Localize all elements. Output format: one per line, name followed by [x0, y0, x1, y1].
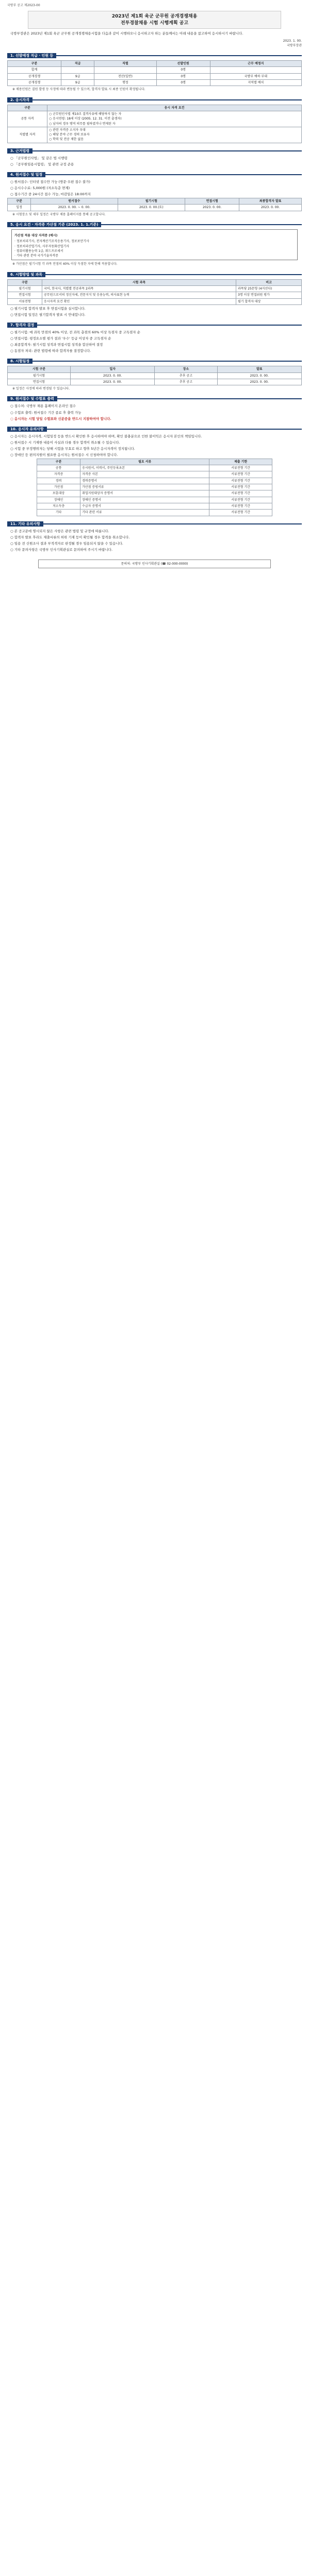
table-cell [210, 67, 301, 73]
table-header: 시험 과목 [42, 279, 236, 285]
notice-date: 2023. 1. 00. [283, 39, 302, 43]
section-8-note: ※ 일정은 사정에 따라 변경될 수 있습니다. [12, 387, 70, 391]
table-row [8, 298, 302, 304]
title-line-2: 전투경찰채용 시험 시행계획 공고 [120, 20, 189, 26]
table-cell: 경력증명서 [80, 478, 209, 484]
notice-page [0, 0, 309, 579]
table-cell: 2023. 0. 00. [70, 372, 154, 379]
box-title: 가산점 적용 대상 자격증 (예시) [14, 233, 58, 238]
paragraph: ○ 면접시험 일정은 필기합격자 발표 시 안내합니다. [10, 312, 86, 317]
section-7-title: 7. 합격자 결정 [7, 323, 37, 328]
paragraph: ○ 응시수수료: 5,000원 (저소득층 면제) [10, 185, 70, 190]
table-header: 선발인원 [156, 61, 210, 67]
table-cell: 서류전형 기간 [209, 478, 272, 484]
table-header: 장소 [155, 366, 217, 372]
table-row [37, 510, 272, 516]
section-3-title: 3. 근거법령 [7, 148, 32, 154]
section-5-title: 5. 응시 요건 · 자격증 가산점 기준 (2023. 1. 1.기준) [7, 222, 101, 227]
box-line: · 정보처리기사, 전자계산기조직응용기사, 정보보안기사 [14, 240, 89, 244]
table-cell: 공개경쟁 [8, 73, 61, 79]
section-11-title: 11. 기타 유의사항 [7, 521, 43, 527]
table-header: 응시 자격 요건 [47, 105, 302, 111]
table-header: 구분 [37, 459, 80, 465]
paragraph: ○ 최종합격자: 필기시험 성적과 면접시험 성적을 합산하여 결정 [10, 343, 103, 347]
table-cell: 2023. 0. 00. [239, 205, 302, 211]
section-4-title: 4. 원서접수 및 일정 [7, 172, 45, 177]
table-header: 직급 [61, 61, 94, 67]
notice-title [28, 11, 281, 29]
table-cell: 2023. 0. 00.(토) [118, 205, 185, 211]
table-cell: 지역별 배치 [210, 80, 301, 86]
table-cell: 저소득층 [37, 503, 80, 509]
intro-text: 국방부장관은 2023년 제1회 육군 군무원 공개경쟁채용시험을 다음과 같이 시행하오니 응시하고자 하는 분들께서는 아래 내용을 참고하여 응시하시기 바랍니다. [10, 31, 243, 36]
table-cell [94, 67, 156, 73]
table-cell: 보훈대상 [37, 490, 80, 497]
table-cell: 공개경쟁 [8, 80, 61, 86]
section-10-title: 10. 응시자 유의사항 [7, 427, 47, 432]
section-1-note: ※ 채용인원은 결원 발생 등 사정에 따라 변동될 수 있으며, 합격자 발표 시 최종 인원이 확정됩니다. [12, 88, 145, 92]
paragraph: ○ 필기시험: 매 과목 만점의 40% 이상, 전 과목 총점의 60% 이상 득점자 중 고득점자 순 [10, 330, 140, 334]
section-2-table [7, 105, 302, 143]
section-8-title: 8. 시험일정 [7, 359, 32, 364]
section-1-table [7, 60, 302, 86]
paragraph: ○ 임용 전 신원조사 결과 부적격자로 판정될 경우 임용되지 않을 수 있습니다. [10, 541, 123, 546]
paragraph: ○ 기타 문의사항은 국방부 인사기획관실로 문의하여 주시기 바랍니다. [10, 547, 113, 552]
table-header: 구분 [8, 198, 31, 205]
section-2-title: 2. 응시자격 [7, 97, 32, 103]
table-cell: 국방부 예하 부대 [210, 73, 301, 79]
table-row [8, 292, 302, 298]
table-row [8, 67, 302, 73]
table-cell: 2023. 0. 00. [70, 379, 154, 385]
table-cell: 일정 [8, 205, 31, 211]
section-8-table [7, 366, 302, 385]
table-cell: 응시원서, 이력서, 주민등록초본 [80, 465, 209, 471]
table-cell: 국어, 한국사, 직렬별 전공과목 2과목 [42, 285, 236, 292]
section-4-note: ※ 시험장소 및 세부 일정은 국방부 채용 홈페이지를 통해 공고합니다. [12, 212, 106, 216]
paragraph: ○ 필기시험 합격자 발표 후 면접시험을 실시합니다. [10, 306, 86, 311]
table-header: 발표 [217, 366, 301, 372]
paragraph: ○ 「군무원인사법」 및 같은 법 시행령 [10, 156, 68, 160]
contact-footer: 문의처: 국방부 인사기획관실 (☎ 02-000-0000) [38, 560, 271, 568]
table-cell: 9급 [61, 80, 94, 86]
table-header: 시험 구분 [8, 366, 71, 372]
table-cell: 서류전형 기간 [209, 497, 272, 503]
paragraph: ○ 합격자 발표 후라도 제출서류의 허위 기재 등이 확인될 경우 합격을 취소합니다. [10, 535, 130, 539]
table-cell: 전산(일반) [94, 73, 156, 79]
table-cell: 수급자 증명서 [80, 503, 209, 509]
table-header: 필요 서류 [80, 459, 209, 465]
table-row [37, 478, 272, 484]
paragraph: ○ 동점자 처리: 관련 법령에 따라 합격자를 결정합니다. [10, 349, 91, 353]
section-10-table [37, 459, 272, 516]
section-5-note: ※ 가산점은 필기시험 각 과목 만점의 40% 이상 득점한 자에 한해 적용합니다. [12, 262, 118, 266]
section-4-header [7, 172, 302, 177]
table-header: 비고 [236, 279, 302, 285]
box-line: · 기타 관련 분야 국가기술자격증 [14, 254, 58, 258]
table-cell: 공통 [37, 465, 80, 471]
section-6-header [7, 272, 302, 277]
section-9-header [7, 396, 302, 401]
table-cell: 서류전형 기간 [209, 490, 272, 497]
section-1-header [7, 53, 302, 58]
table-cell: 가산점 [37, 484, 80, 490]
paragraph: ○ 원서접수 시 기재한 내용이 사실과 다를 경우 합격이 취소될 수 있습니다. [10, 440, 120, 445]
box-line: · 컴퓨터활용능력 1급, 워드프로세서 [14, 249, 63, 253]
table-cell: 공무원으로서의 정신자세, 전문지식 및 응용능력, 의사표현 능력 [42, 292, 236, 298]
title-line-1: 2023년 제1회 육군 군무원 공개경쟁채용 [111, 14, 198, 20]
table-cell: 서류전형 기간 [209, 465, 272, 471]
section-6-title: 6. 시험방법 및 과목 [7, 272, 45, 277]
table-row [37, 471, 272, 478]
table-cell: 자격증 [37, 471, 80, 478]
section-9-title: 9. 원서접수 및 수험표 출력 [7, 396, 57, 401]
table-header: 최종합격자 발표 [239, 198, 302, 205]
table-cell: 서류전형 [8, 298, 42, 304]
table-row [8, 111, 302, 127]
table-cell: 장애인 [37, 497, 80, 503]
table-cell: 면접시험 [8, 292, 42, 298]
paragraph: ○ 「공무원임용시험령」 및 관련 규정 준용 [10, 162, 74, 166]
table-cell: ○ 군무원인사법 제10조 결격사유에 해당하지 않는 자 ○ 응시연령: 18세 이상 (2005. 12. 31. 이전 출생자) ○ 남자의 경우 병역 의무를 필하였거나 면제된 자 [47, 111, 302, 127]
table-cell: 과목당 25문항 (4지선다) [236, 285, 302, 292]
paragraph: ○ 면접시험: 평정요소별 평가 결과 '우수' 등급 이상자 중 고득점자 순 [10, 336, 111, 341]
table-cell: 응시자격 요건 확인 [42, 298, 236, 304]
section-11-header [7, 521, 302, 527]
table-cell: 3명 이상 면접위원 평가 [236, 292, 302, 298]
section-6-table [7, 279, 302, 305]
table-row [37, 465, 272, 471]
paragraph: ○ 응시자는 응시자격, 시험일정 등을 반드시 확인한 후 응시하여야 하며, 확인 불충분으로 인한 불이익은 응시자 본인의 책임입니다. [10, 434, 202, 438]
table-cell: 필기시험 [8, 285, 42, 292]
table-cell: 2023. 0. 00. [217, 379, 301, 385]
section-3-header [7, 148, 302, 154]
section-4-table [7, 198, 302, 211]
section-8-header [7, 359, 302, 364]
table-cell: 공통 자격 [8, 111, 47, 127]
paragraph: ○ 장애인 등 편의지원이 필요한 응시자는 원서접수 시 신청하여야 합니다. [10, 452, 118, 457]
section-5-header [7, 222, 302, 227]
section-10-header [7, 427, 302, 432]
table-header: 필기시험 [118, 198, 185, 205]
table-header: 근무 예정지 [210, 61, 301, 67]
table-row [8, 372, 302, 379]
table-cell: 기타 [37, 510, 80, 516]
table-cell: 필기 합격자 대상 [236, 298, 302, 304]
table-cell: 서류전형 기간 [209, 471, 272, 478]
table-cell: 취업지원대상자 증명서 [80, 490, 209, 497]
table-header: 면접시험 [185, 198, 239, 205]
table-cell: 추후 공고 [155, 372, 217, 379]
table-row [37, 503, 272, 509]
table-cell: 서류전형 기간 [209, 510, 272, 516]
table-header: 일자 [70, 366, 154, 372]
paragraph: ○ 접수처: 국방부 채용 홈페이지 온라인 접수 [10, 404, 76, 409]
certificate-box [11, 229, 298, 260]
paragraph: ○ 시험 중 부정행위자는 당해 시험을 무효로 하고 향후 5년간 응시자격이 정지됩니다. [10, 446, 135, 451]
table-cell [61, 67, 94, 73]
table-row [8, 73, 302, 79]
table-header: 원서접수 [31, 198, 118, 205]
table-row [8, 379, 302, 385]
table-cell: 자격증 사본 [80, 471, 209, 478]
table-cell: 2023. 0. 00. [217, 372, 301, 379]
table-header: 직렬 [94, 61, 156, 67]
table-row [37, 497, 272, 503]
table-cell: 필기시험 [8, 372, 71, 379]
table-cell: 면접시험 [8, 379, 71, 385]
paragraph: ○ 접수기간 중 24시간 접수 가능, 마감일은 18:00까지 [10, 192, 91, 196]
table-header: 구분 [8, 105, 47, 111]
table-cell: 경력 [37, 478, 80, 484]
table-cell: 추후 공고 [155, 379, 217, 385]
table-cell: 2023. 0. 00. ~ 0. 00. [31, 205, 118, 211]
section-2-header [7, 97, 302, 103]
table-row [8, 127, 302, 143]
table-row [37, 490, 272, 497]
notice-tag: 국방부 공고 제2023-00 [7, 4, 40, 7]
table-header: 구분 [8, 61, 61, 67]
section-1-title: 1. 선발예정 직급 · 인원 등 [7, 53, 56, 58]
paragraph-emphasis: ○ 응시자는 시험 당일 수험표와 신분증을 반드시 지참하여야 합니다. [10, 416, 111, 421]
table-cell: 직렬별 자격 [8, 127, 47, 143]
table-cell: 가산점 증빙서류 [80, 484, 209, 490]
table-cell: 0명 [156, 80, 210, 86]
paragraph: ○ 수험표 출력: 원서접수 기간 종료 후 출력 가능 [10, 410, 82, 415]
paragraph: ○ 원서접수: 인터넷 접수만 가능 (방문·우편 접수 불가) [10, 179, 91, 184]
table-cell: 장애인 증명서 [80, 497, 209, 503]
paragraph: ○ 본 공고문에 명시되지 않은 사항은 관련 법령 및 규정에 따릅니다. [10, 529, 109, 533]
table-cell: 기타 관련 서류 [80, 510, 209, 516]
section-7-header [7, 323, 302, 328]
table-cell: 0명 [156, 73, 210, 79]
table-row [37, 484, 272, 490]
table-cell: 0명 [156, 67, 210, 73]
box-line: · 정보처리산업기사, 사무자동화산업기사 [14, 244, 70, 248]
table-cell: 9급 [61, 73, 94, 79]
table-cell: 행정 [94, 80, 156, 86]
table-cell: ○ 관련 자격증 소지자 우대 ○ 해당 분야 근무 경력 보유자 ○ 학력 및 전공 제한 없음 [47, 127, 302, 143]
table-cell: 2023. 0. 00. [185, 205, 239, 211]
table-row [8, 205, 302, 211]
table-header: 제출 기한 [209, 459, 272, 465]
table-cell: 합계 [8, 67, 61, 73]
table-cell: 서류전형 기간 [209, 503, 272, 509]
table-row [8, 285, 302, 292]
table-header: 구분 [8, 279, 42, 285]
table-row [8, 80, 302, 86]
table-cell: 서류전형 기간 [209, 484, 272, 490]
notice-signer: 국방부장관 [287, 43, 302, 47]
